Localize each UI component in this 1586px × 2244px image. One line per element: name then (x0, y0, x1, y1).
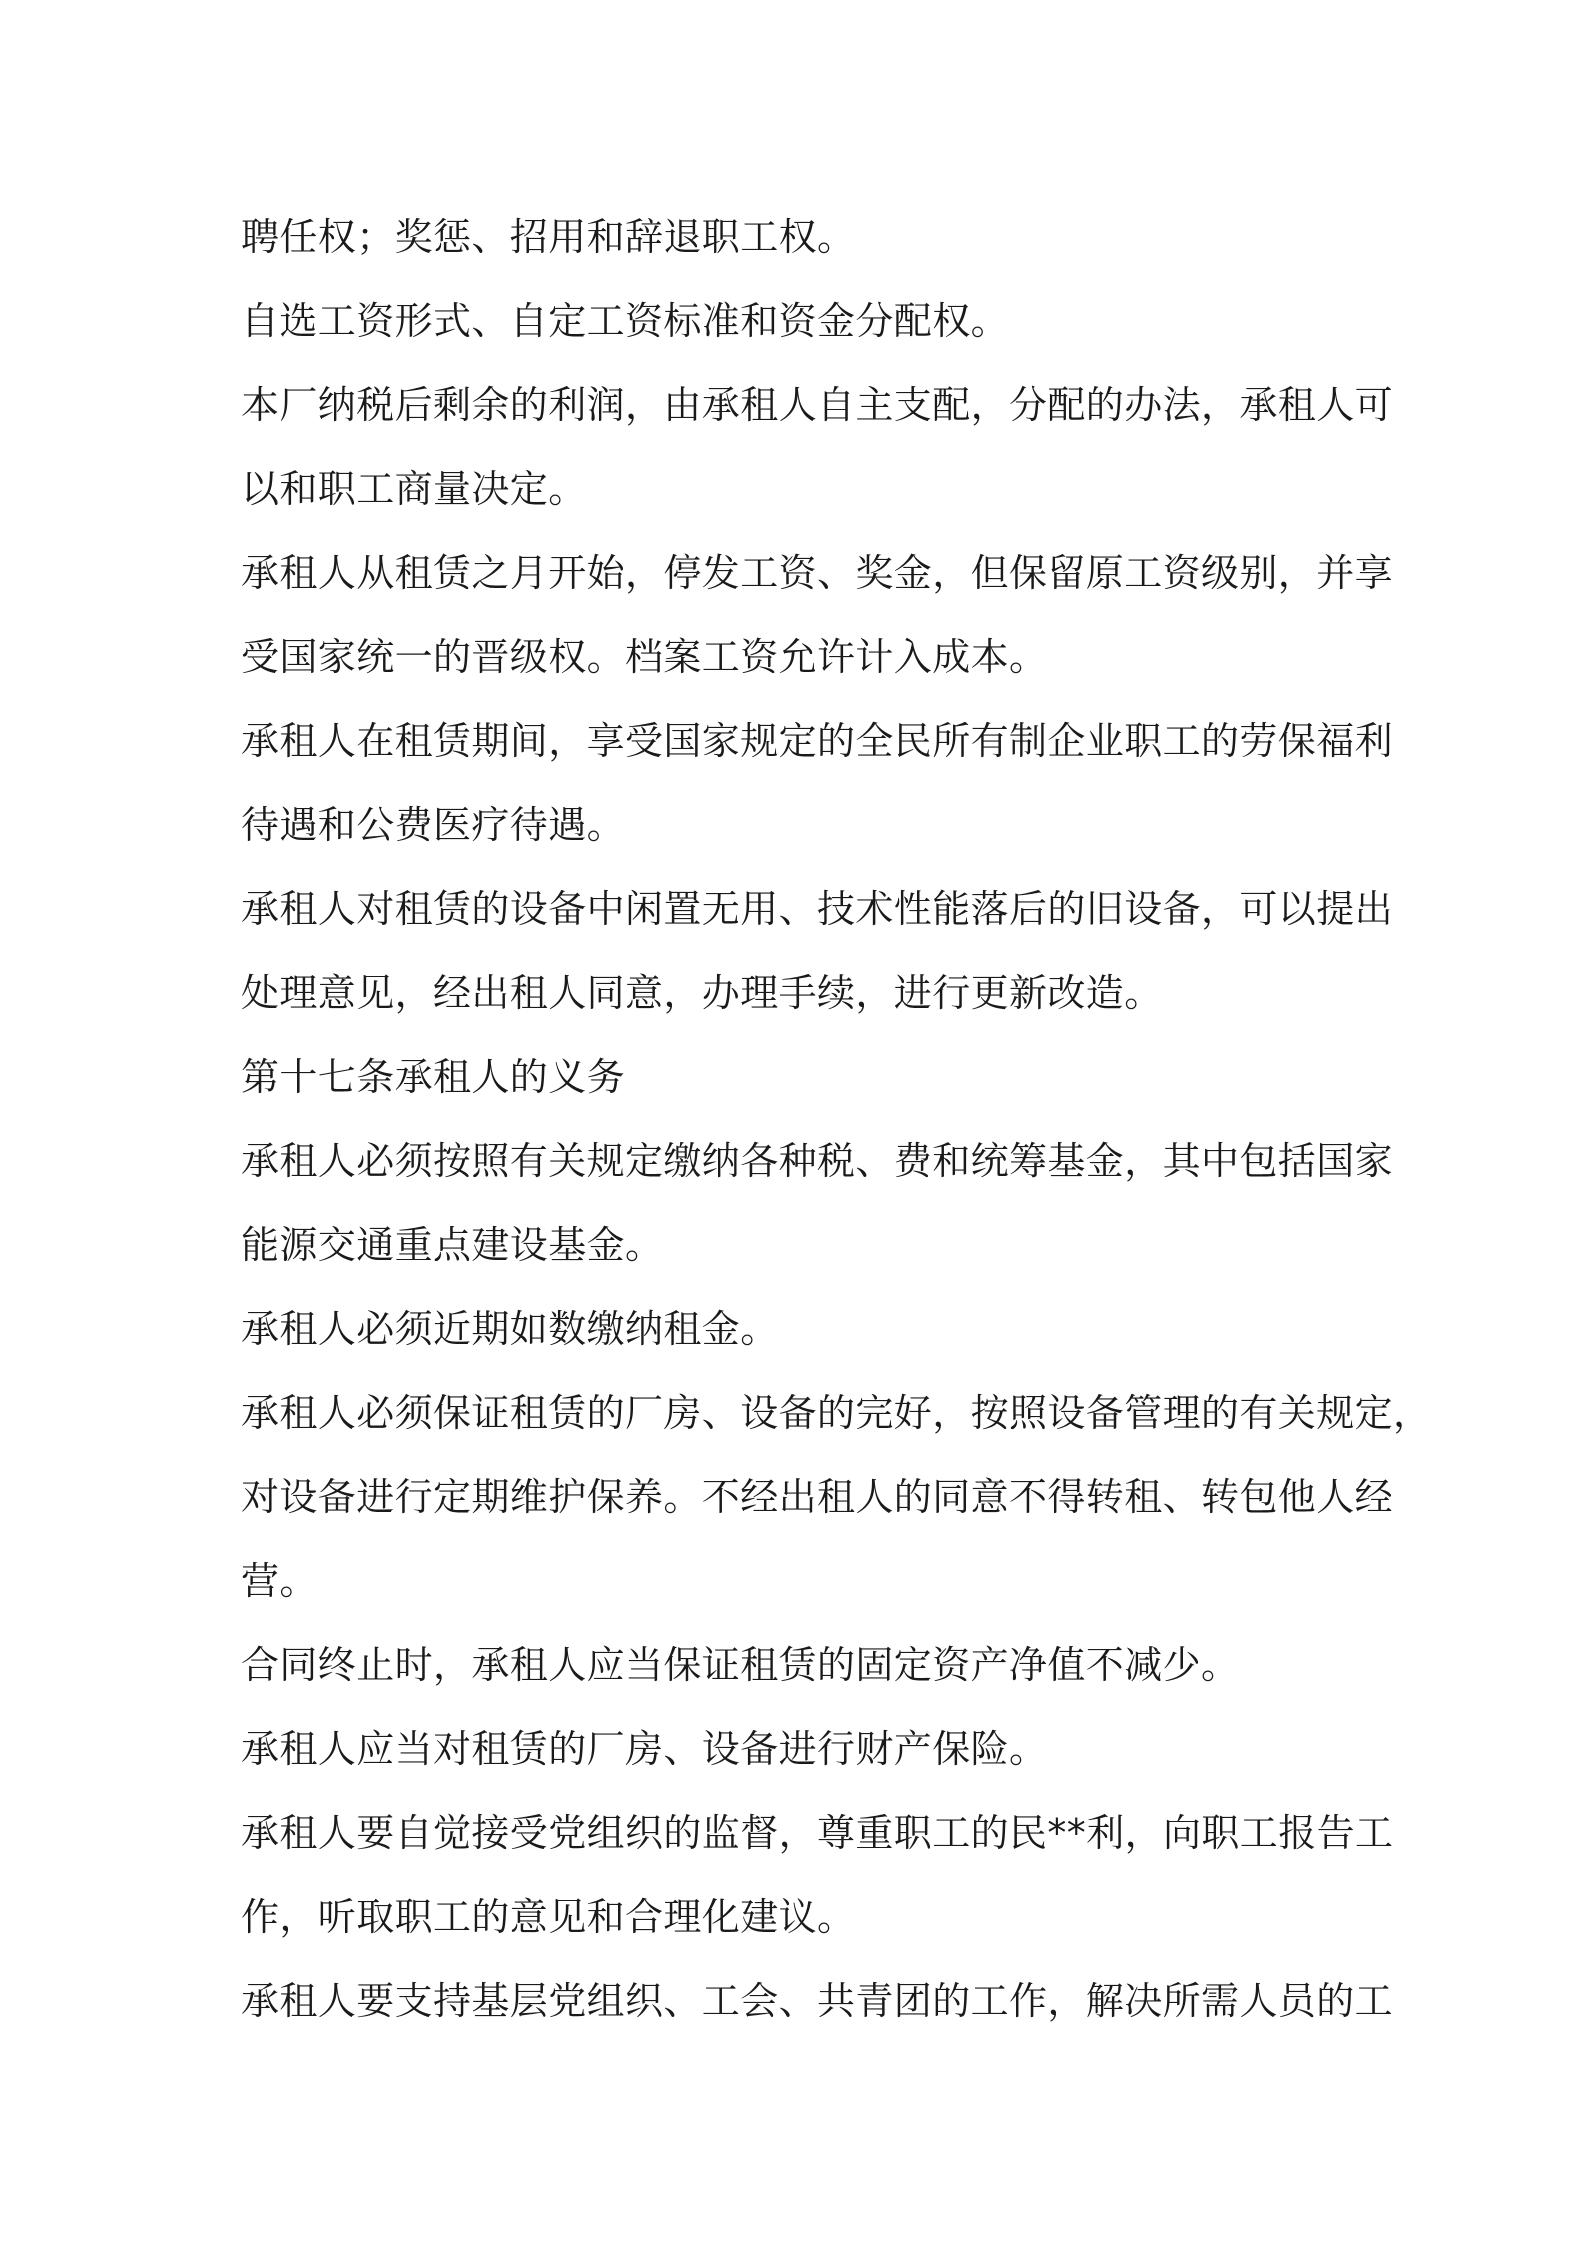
text-line: 以和职工商量决定。 (241, 467, 587, 511)
text-line: 本厂纳税后剩余的利润，由承租人自主支配，分配的办法，承租人可 (241, 383, 1394, 427)
text-line: 承租人必须保证租赁的厂房、设备的完好，按照设备管理的有关规定， (241, 1391, 1432, 1435)
document-body (241, 195, 1432, 2043)
text-line: 处理意见，经出租人同意，办理手续，进行更新改造。 (241, 971, 1163, 1015)
text-line: 受国家统一的晋级权。档案工资允许计入成本。 (241, 635, 1048, 679)
text-line: 合同终止时，承租人应当保证租赁的固定资产净值不减少。 (241, 1643, 1240, 1687)
text-line: 聘任权；奖惩、招用和辞退职工权。 (241, 215, 856, 259)
text-line: 承租人要自觉接受党组织的监督，尊重职工的民**利，向职工报告工 (241, 1811, 1394, 1855)
text-line: 承租人要支持基层党组织、工会、共青团的工作，解决所需人员的工 (241, 1979, 1394, 2023)
text-line: 作，听取职工的意见和合理化建议。 (241, 1895, 856, 1939)
text-line: 承租人必须按照有关规定缴纳各种税、费和统筹基金，其中包括国家 (241, 1139, 1394, 1183)
text-line: 承租人从租赁之月开始，停发工资、奖金，但保留原工资级别，并享 (241, 551, 1394, 595)
text-line: 自选工资形式、自定工资标准和资金分配权。 (241, 299, 1010, 343)
text-line: 待遇和公费医疗待遇。 (241, 803, 626, 847)
section-heading: 第十七条承租人的义务 (241, 1055, 626, 1099)
text-line: 承租人在租赁期间，享受国家规定的全民所有制企业职工的劳保福利 (241, 719, 1394, 763)
text-line: 能源交通重点建设基金。 (241, 1223, 664, 1267)
text-line: 营。 (241, 1559, 318, 1603)
text-line: 承租人必须近期如数缴纳租金。 (241, 1307, 779, 1351)
text-line: 对设备进行定期维护保养。不经出租人的同意不得转租、转包他人经 (241, 1475, 1394, 1519)
text-line: 承租人对租赁的设备中闲置无用、技术性能落后的旧设备，可以提出 (241, 887, 1394, 931)
text-line: 承租人应当对租赁的厂房、设备进行财产保险。 (241, 1727, 1048, 1771)
